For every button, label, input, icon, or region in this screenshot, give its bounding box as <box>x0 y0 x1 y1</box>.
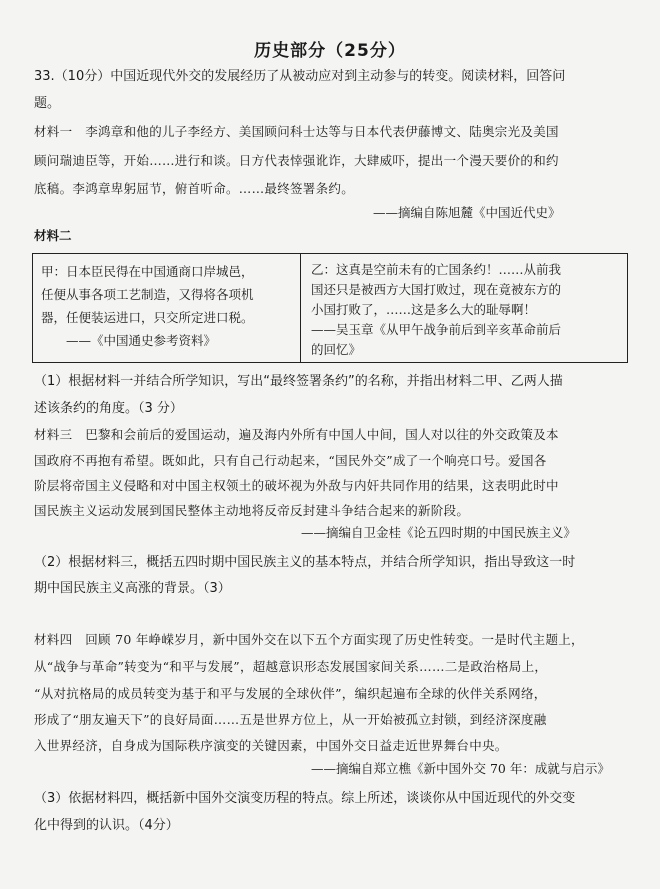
material-4-line-4: 形成了“朋友遍天下”的良好局面……五是世界方位上，从一开始被孤立封锁，到经济深度融 <box>34 712 547 727</box>
material-1-source: ——摘编自陈旭麓《中国近代史》 <box>373 205 561 220</box>
material-4-line-5: 入世界经济，自身成为国际秩序演变的关键因素，中国外交日益走近世界舞台中央。 <box>34 738 508 753</box>
material-4-line-3: “从对抗格局的成员转变为基于和平与发展的全球伙伴”，编织起遍布全球的伙伴关系网络， <box>34 686 547 701</box>
material-1-line-3: 底稿。李鸿章卑躬屈节，俯首听命。……最终签署条约。 <box>34 181 355 196</box>
question-3-line-2: 化中得到的认识。（4分） <box>34 818 179 833</box>
material-4-source: ——摘编自郑立樵《新中国外交 70 年：成就与启示》 <box>311 761 610 776</box>
material-2-a-line-2: 任便从事各项工艺制造，又得将各项机 <box>41 287 254 302</box>
question-33-line-1: 33.（10分）中国近现代外交的发展经历了从被动应对到主动参与的转变。阅读材料，回答问 <box>34 69 566 84</box>
material-2-a-line-1: 甲：日本臣民得在中国通商口岸城邑， <box>41 264 254 279</box>
question-1-line-2: 述该条约的角度。（3 分） <box>34 401 183 416</box>
material-1-line-1: 材料一 李鸿章和他的儿子李经方、美国顾问科士达等与日本代表伊藤博文、陆奥宗光及美国 <box>34 124 559 139</box>
question-2-line-2: 期中国民族主义高涨的背景。（3） <box>34 581 231 596</box>
question-33-line-2: 题。 <box>34 96 61 111</box>
material-2-b-line-1: 乙：这真是空前未有的亡国条约！……从前我 <box>311 262 562 277</box>
question-3-line-1: （3）依据材料四，概括新中国外交演变历程的特点。综上所述，谈谈你从中国近现代的外交变 <box>34 791 576 806</box>
material-3-line-1: 材料三 巴黎和会前后的爱国运动，遍及海内外所有中国人中间，国人对以往的外交政策及本 <box>34 427 559 442</box>
material-4-line-1: 材料四 回顾 70 年峥嵘岁月，新中国外交在以下五个方面实现了历史性转变。一是时代主题上， <box>34 632 584 647</box>
material-3-line-2: 国政府不再抱有希望。既如此，只有自己行动起来，“国民外交”成了一个响亮口号。爱国各 <box>34 453 547 468</box>
material-2-cell-a <box>33 254 301 362</box>
material-4-line-2: 从“战争与革命”转变为“和平与发展”，超越意识形态发展国家间关系……二是政治格局上， <box>34 659 548 674</box>
material-2-b-line-2: 国还只是被西方大国打败过，现在竟被东方的 <box>311 282 562 297</box>
material-3-source: ——摘编自卫金桂《论五四时期的中国民族主义》 <box>301 525 577 540</box>
material-2-a-line-3: 器，任便装运进口，只交所定进口税。 <box>41 310 254 325</box>
material-2-b-source-1: ——吴玉章《从甲午战争前后到辛亥革命前后 <box>311 322 562 337</box>
material-2-label: 材料二 <box>34 228 72 243</box>
material-3-line-3: 阶层将帝国主义侵略和对中国主权领土的破坏视为外敌与内奸共同作用的结果，这表明此时中 <box>34 478 559 493</box>
material-3-line-4: 国民族主义运动发展到国民整体主动地将反帝反封建斗争结合起来的新阶段。 <box>34 503 470 518</box>
material-2-a-source: ——《中国通史参考资料》 <box>41 333 217 348</box>
material-2-b-line-3: 小国打败了，……这是多么大的耻辱啊！ <box>311 302 537 317</box>
material-2-table <box>32 253 628 363</box>
section-title: 历史部分（25分） <box>254 41 406 61</box>
question-1-line-1: （1）根据材料一并结合所学知识，写出“最终签署条约”的名称，并指出材料二甲、乙两人描 <box>34 374 563 389</box>
material-2-b-source-2: 的回忆》 <box>311 342 362 357</box>
question-2-line-1: （2）根据材料三，概括五四时期中国民族主义的基本特点，并结合所学知识，指出导致这一时 <box>34 555 576 570</box>
material-1-line-2: 顾问瑞迪臣等，开始……进行和谈。日方代表悻强讹诈，大肆威吓，提出一个漫天要价的和约 <box>34 153 559 168</box>
material-2-cell-b <box>301 254 627 362</box>
